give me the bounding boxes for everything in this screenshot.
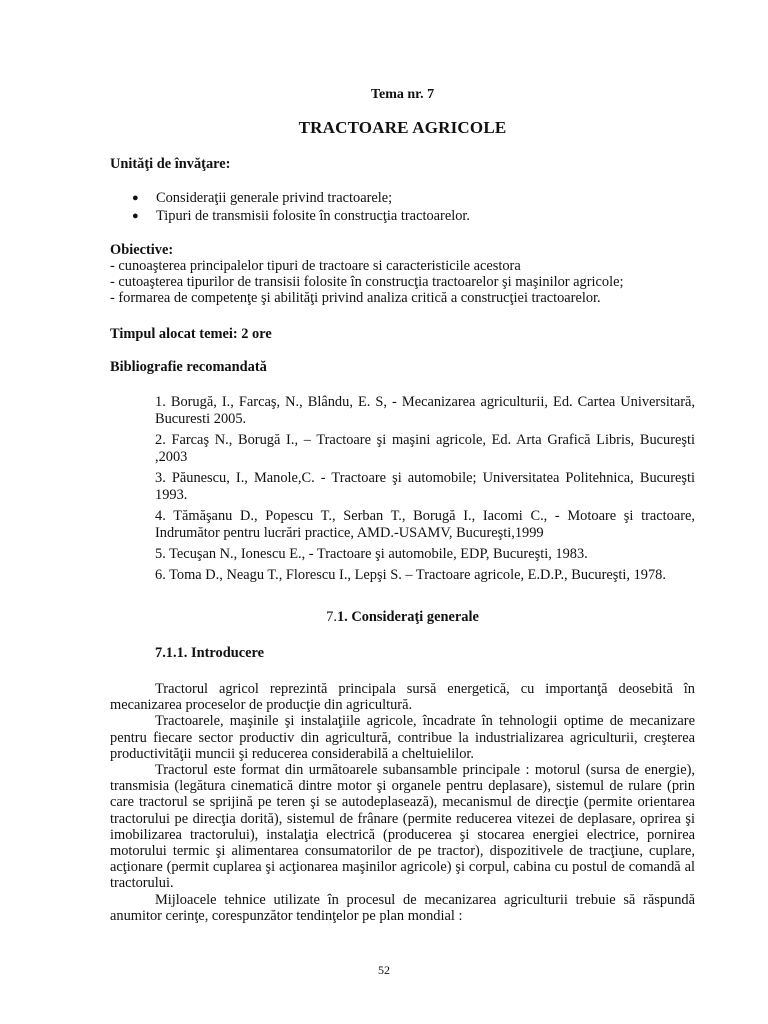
objective-line: - formarea de competenţe şi abilităţi privind analiza critică a construcţiei tractoarelor. <box>110 290 601 306</box>
unit-item-text: Tipuri de transmisii folosite în construcţia tractoarelor. <box>156 208 471 224</box>
unit-item-text: Consideraţii generale privind tractoarele; <box>156 190 393 206</box>
bibliography-item: 1. Borugă, I., Farcaş, N., Blându, E. S, - Mecanizarea agriculturii, Ed. Cartea Universitară, Bucuresti 2005. <box>155 394 695 427</box>
bibliography-item: 4. Tămăşanu D., Popescu T., Serban T., Borugă I., Iacomi C., - Motoare şi tractoare, Indrumător pentru lucrări practice, AMD.-USAMV, Bucureşti,1999 <box>155 508 695 541</box>
bullet-icon: ● <box>132 210 139 222</box>
bibliography-item: 2. Farcaş N., Borugă I., – Tractoare şi maşini agricole, Ed. Arta Grafică Libris, Bucureşti ,2003 <box>155 432 695 465</box>
page-number: 52 <box>378 963 390 977</box>
paragraph: Mijloacele tehnice utilizate în procesul de mecanizarea agriculturii trebuie să răspundă anumitor cerinţe, corespunzător tendinţelor pe plan mondial : <box>110 891 695 924</box>
topic-number: Tema nr. 7 <box>370 87 435 102</box>
body-text <box>110 681 695 924</box>
bullet-icon: ● <box>132 192 139 204</box>
bibliography-item: 5. Tecuşan N., Ionescu E., - Tractoare şi automobile, EDP, Bucureşti, 1983. <box>155 546 588 562</box>
paragraph: Tractorul este format din următoarele subansamble principale : motorul (sursa de energie), transmisia (legătura cinematică dintre motor şi organele pentru deplasare), sistemul de rulare (prin care tractorul se sprijină pe teren şi se autodeplasează), mecanismul de direcţie (permite orientarea tractorului pe direcţia dorită), sistemul de frânare (permite reducerea vitezei de deplasare, oprirea şi imobilizarea tractorului), instalaţia electrică (producerea şi stocarea energiei electrice, pornirea motorului termic şi alimentarea consumatorilor de pe tractor), dispozitivele de tracţiune, cuplare, acţionare (permit cuplarea şi acţionarea maşinilor agricole) şi corpul, cabina cu postul de comandă al tractorului. <box>110 762 695 892</box>
units-heading: Unităţi de învăţare: <box>110 156 231 172</box>
list-item <box>110 190 695 208</box>
objective-line: - cunoaşterea principalelor tipuri de tractoare si caracteristicile acestora <box>110 258 521 274</box>
bibliography-list <box>155 394 695 588</box>
objectives-block <box>110 242 695 306</box>
section-title: 1. Consideraţi generale <box>336 609 479 625</box>
subsection-heading: 7.1.1. Introducere <box>155 645 264 661</box>
objective-line: - cutoaşterea tipurilor de transisii folosite în construcţia tractoarelor şi maşinilor agricole; <box>110 274 624 290</box>
section-number: 7. <box>326 609 337 625</box>
paragraph: Tractoarele, maşinile şi instalaţiile agricole, încadrate în tehnologii optime de mecanizare pentru fiecare sector productiv din agricultură, contribue la industrializarea agriculturii, creşterea productivităţii muncii şi reducerea considerabilă a cheltuielilor. <box>110 713 695 762</box>
objectives-heading: Obiective: <box>110 242 174 258</box>
list-item <box>110 208 695 226</box>
bibliography-heading: Bibliografie recomandată <box>110 359 267 375</box>
bibliography-item: 3. Păunescu, I., Manole,C. - Tractoare şi automobile; Universitatea Politehnica, Bucureşti 1993. <box>155 470 695 503</box>
bibliography-item: 6. Toma D., Neagu T., Florescu I., Lepşi S. – Tractoare agricole, E.D.P., Bucureşti, 1978. <box>155 567 666 583</box>
page-title: TRACTOARE AGRICOLE <box>298 118 507 137</box>
units-list <box>110 190 695 226</box>
section-heading <box>110 609 695 625</box>
time-allocated: Timpul alocat temei: 2 ore <box>110 326 272 342</box>
paragraph: Tractorul agricol reprezintă principala sursă energetică, cu importanţă deosebită în mecanizarea proceselor de producţie din agricultură. <box>110 681 695 714</box>
